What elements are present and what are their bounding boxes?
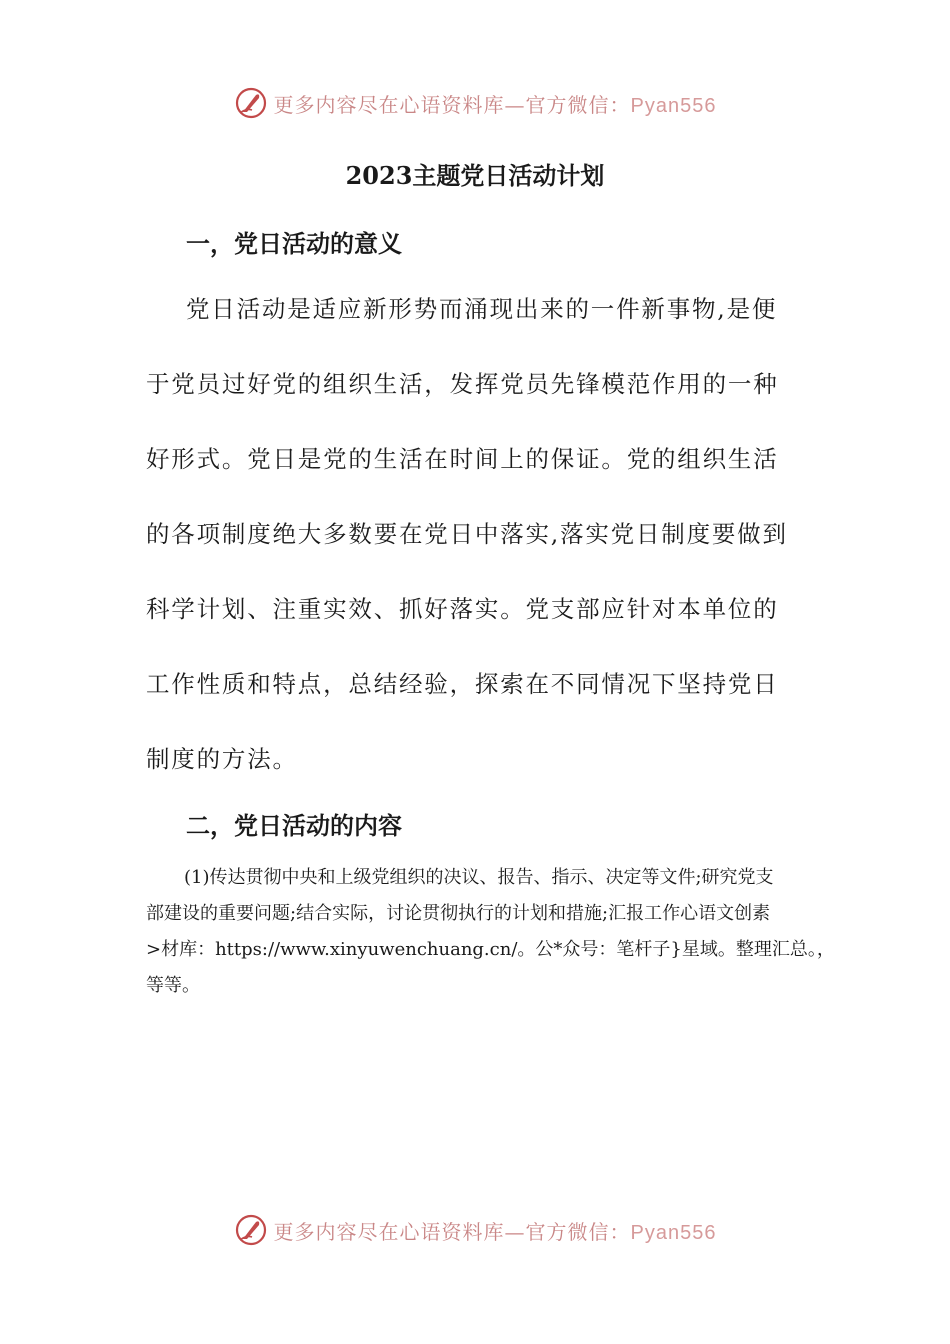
watermark-text: 更多内容尽在心语资料库—官方微信：Pyan556 (273, 92, 717, 117)
content-paragraph (146, 862, 835, 1006)
section-heading-content: 二，党日活动的内容 (186, 811, 402, 840)
paragraph-line: 的各项制度绝大多数要在党日中落实,落实党日制度要做到 (146, 520, 788, 548)
watermark-text: 更多内容尽在心语资料库—官方微信：Pyan556 (273, 1219, 717, 1244)
document-title: 2023主题党日活动计划 (345, 161, 605, 190)
paragraph-line: 好形式。党日是党的生活在时间上的保证。党的组织生活 (146, 445, 779, 473)
header-watermark-banner (0, 81, 950, 125)
paragraph-line: 等等。 (146, 975, 200, 996)
paragraph-line: 工作性质和特点，总结经验，探索在不同情况下坚持党日 (146, 670, 779, 698)
paragraph-line: 科学计划、注重实效、抓好落实。党支部应针对本单位的 (146, 595, 779, 623)
paragraph-line: >材库：https://www.xinyuwenchuang.cn/。公*众号：笔杆子}星域。整理汇总。， (146, 939, 835, 960)
footer-watermark-banner (0, 1208, 950, 1252)
paragraph-line: 党日活动是适应新形势而涌现出来的一件新事物,是便 (186, 295, 778, 323)
paragraph-line: 于党员过好党的组织生活，发挥党员先锋模范作用的一种 (146, 370, 779, 398)
quill-pen-circle-icon (234, 1213, 268, 1247)
significance-paragraph (146, 288, 826, 813)
section-heading-significance: 一，党日活动的意义 (186, 229, 402, 258)
paragraph-line: 制度的方法。 (146, 745, 298, 773)
quill-pen-circle-icon (234, 86, 268, 120)
paragraph-line: (1)传达贯彻中央和上级党组织的决议、报告、指示、决定等文件;研究党支 (184, 867, 774, 888)
paragraph-line: 部建设的重要问题;结合实际，讨论贯彻执行的计划和措施;汇报工作心语文创素 (146, 903, 771, 924)
